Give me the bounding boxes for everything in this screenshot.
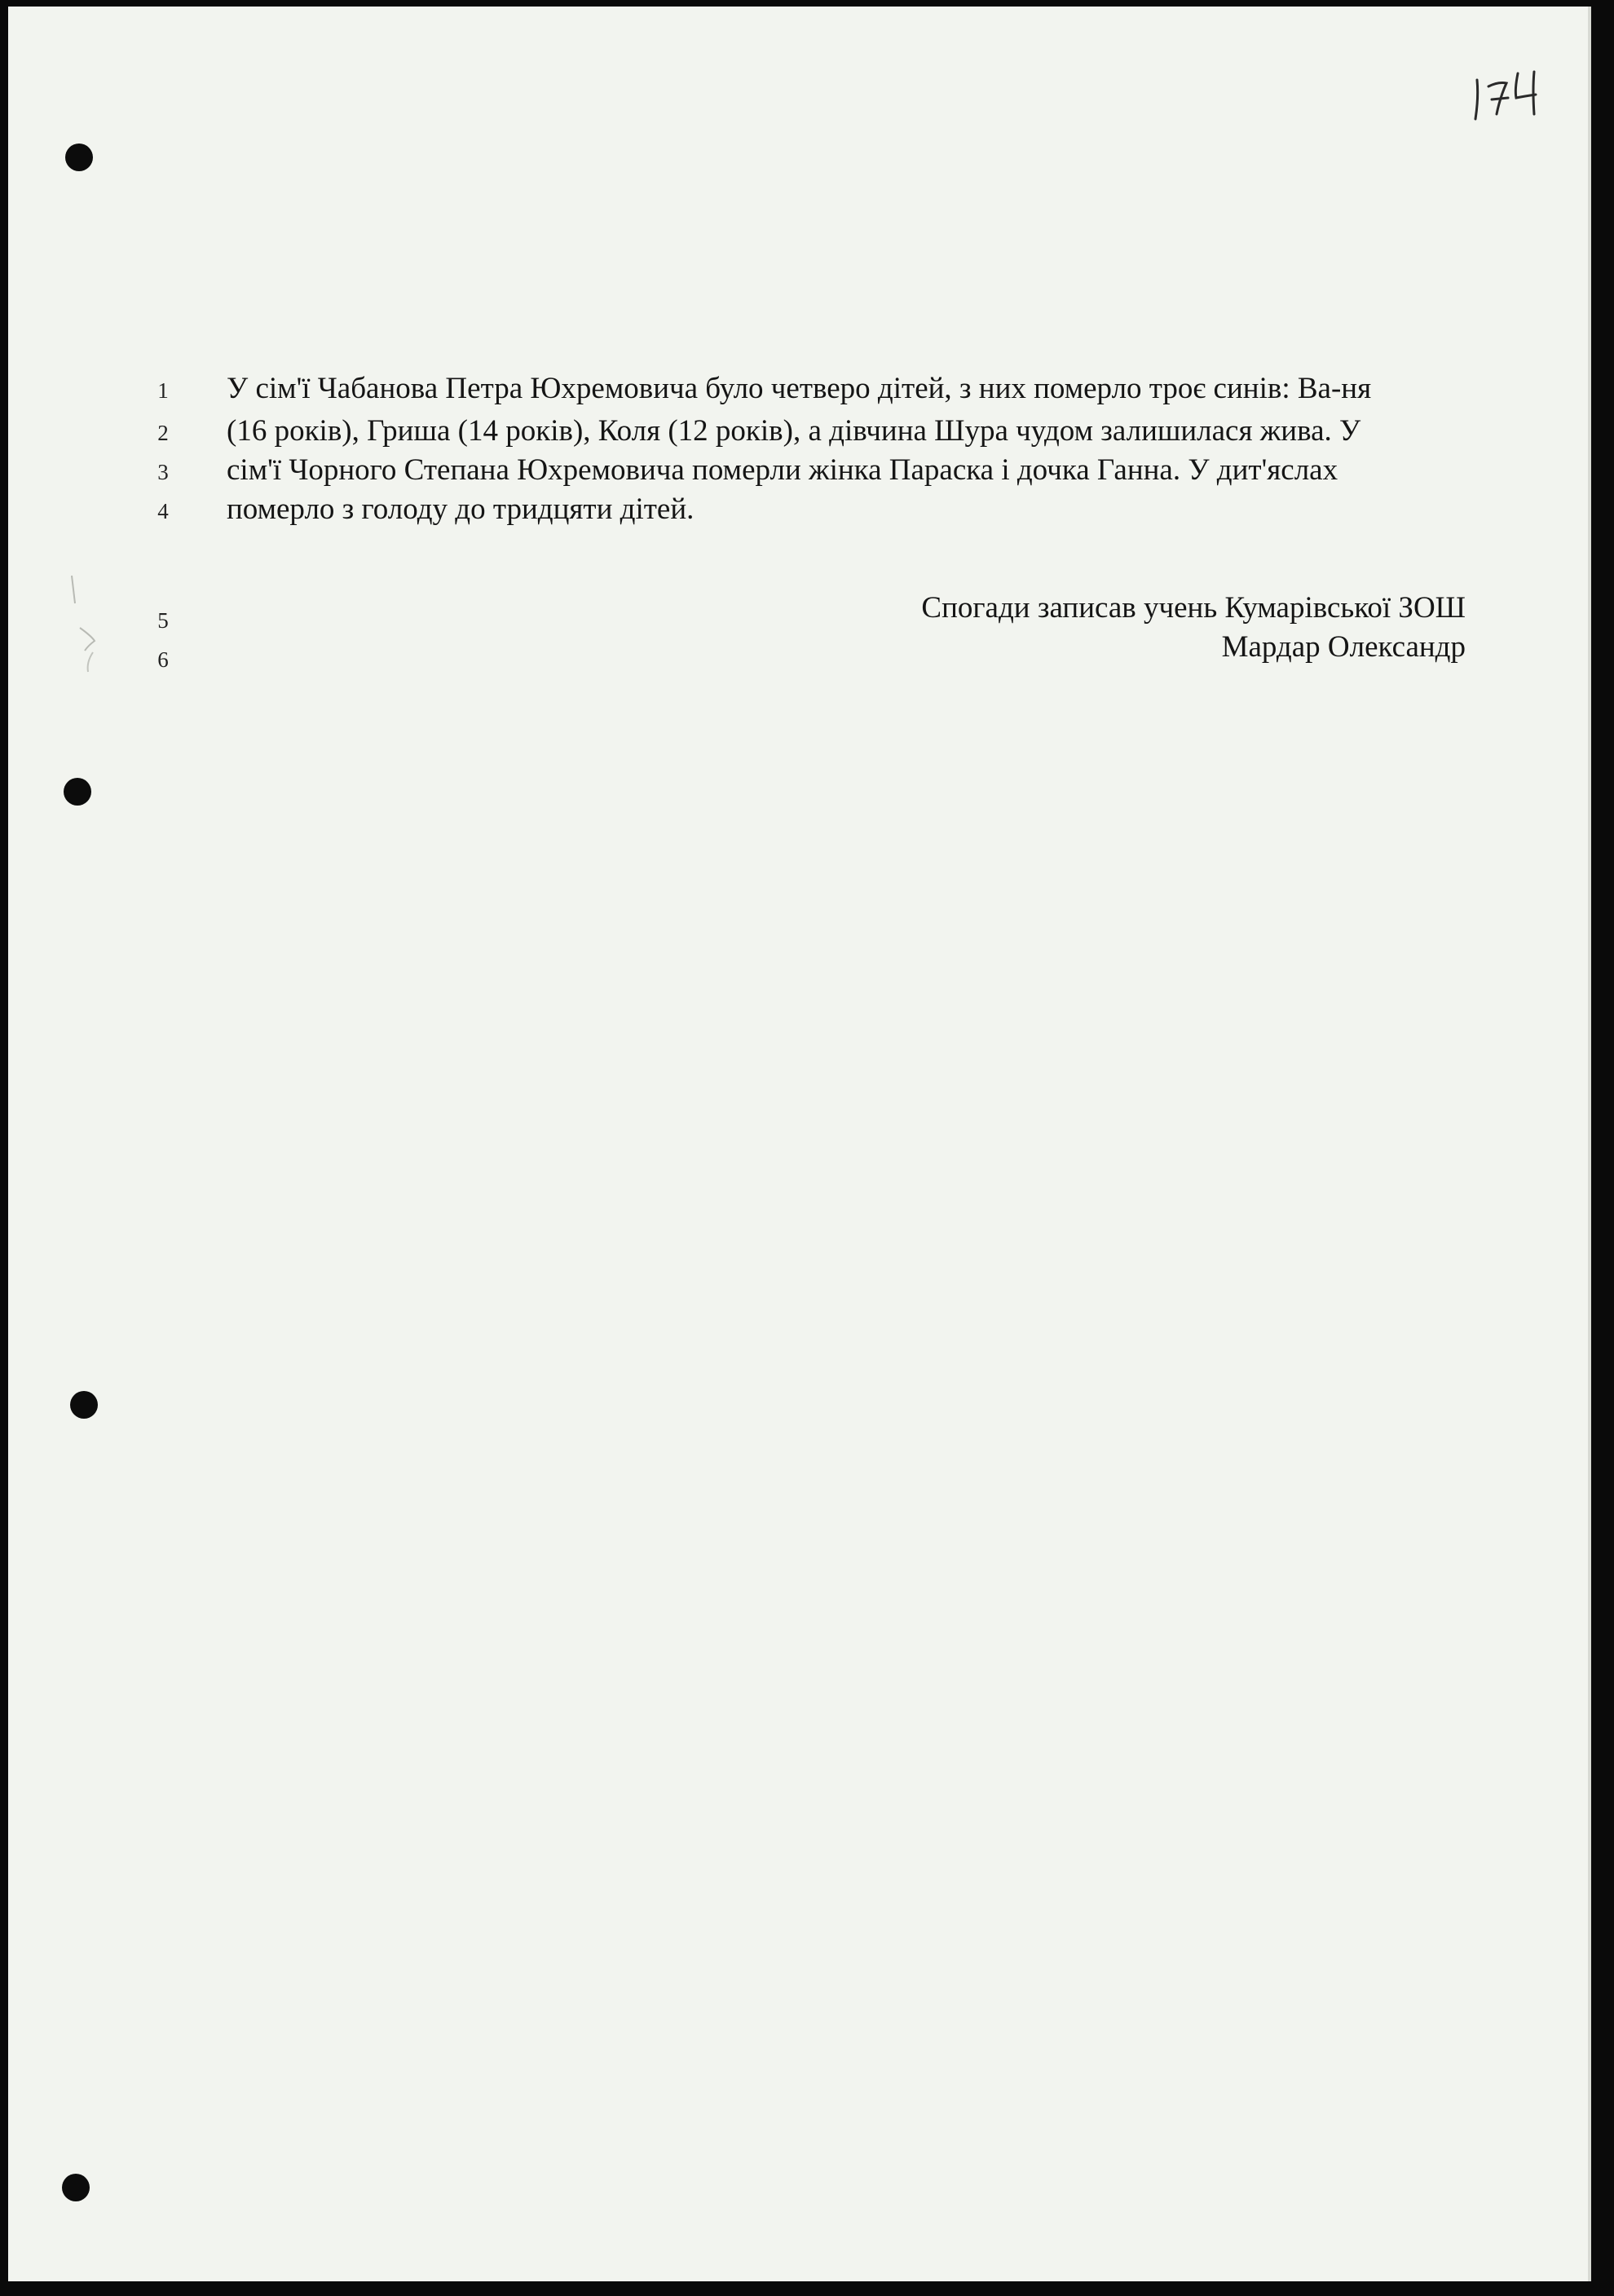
handwritten-folio-number [1467,65,1557,130]
line-number: 2 [157,421,169,445]
text-line: померло з голоду до тридцяти дітей. [227,492,695,526]
text-line: сім'ї Чорного Степана Юхремовича померли жінка Параска і дочка Ганна. У дит'яслах [227,453,1338,487]
text-line: (16 років), Гриша (14 років), Коля (12 років), а дівчина Шура чудом залишилася жива. У [227,414,1361,448]
punch-hole-1 [65,144,93,171]
line-number: 1 [157,378,169,403]
line-number: 6 [157,647,169,672]
signature-line: Спогади записав учень Кумарівської ЗОШ [921,591,1466,625]
document-page [8,7,1591,2281]
line-number: 4 [157,499,169,523]
signature-line: Мардар Олександр [1221,630,1466,664]
line-number: 5 [157,608,169,633]
punch-hole-4 [62,2174,90,2201]
text-line: У сім'ї Чабанова Петра Юхремовича було четверо дітей, з них померло троє синів: Ва-ня [227,372,1372,405]
line-number: 3 [157,460,169,484]
folio-handwriting-graphic [1467,65,1557,130]
margin-pencil-mark [55,571,112,685]
punch-hole-3 [70,1391,98,1419]
punch-hole-2 [64,778,91,806]
